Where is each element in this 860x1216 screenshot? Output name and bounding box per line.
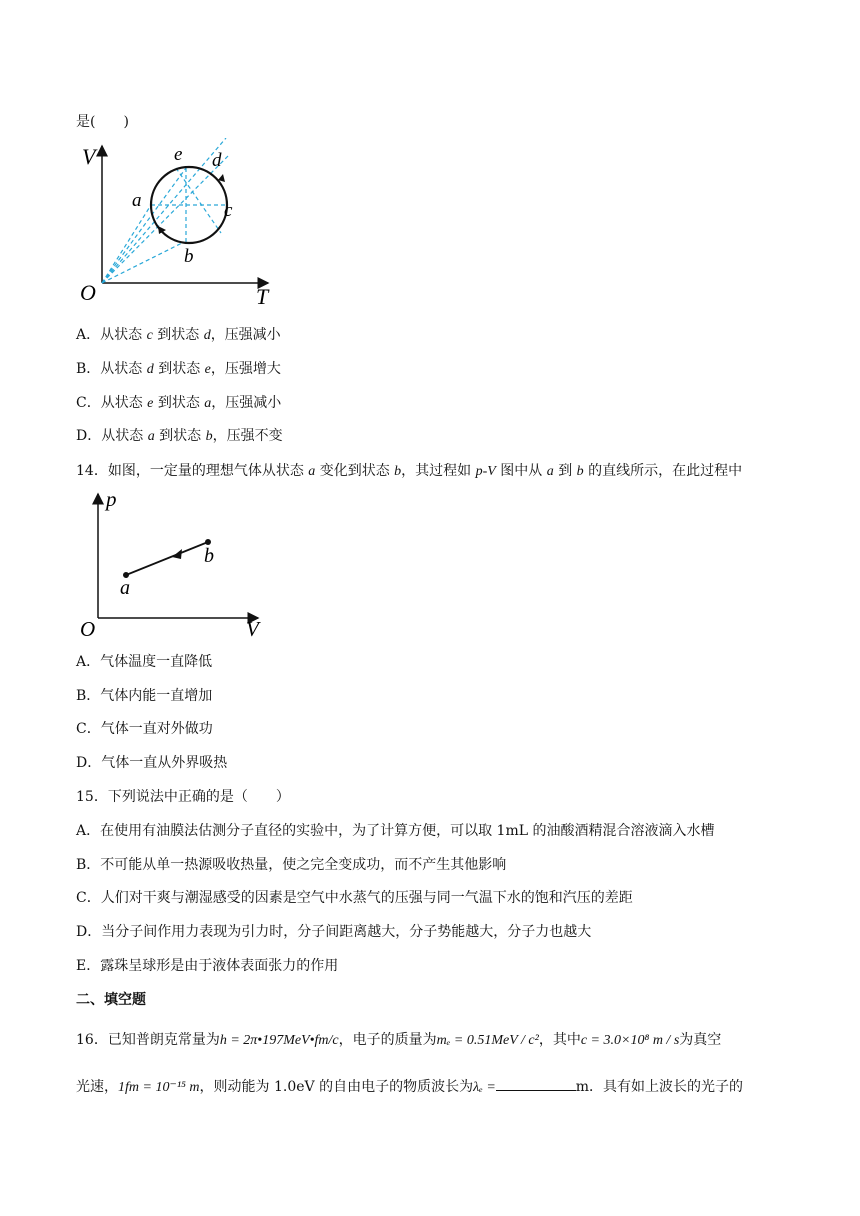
label-V: V [246,617,259,641]
process-line [126,542,208,575]
label-p: p [106,487,117,511]
answer-blank[interactable] [496,1076,576,1091]
label-O: O [80,280,96,305]
q15-option-b: B．不可能从单一热源吸收热量，使之完全变成功，而不产生其他影响 [76,857,507,873]
label-d: d [212,150,222,171]
q14-pv-figure [76,486,276,646]
q15-option-e: E．露珠呈球形是由于液体表面张力的作用 [76,958,339,974]
section-heading: 二、填空题 [76,992,146,1008]
label-a: a [120,577,130,599]
q14-option-a: A．气体温度一直降低 [76,654,213,670]
q15-option-c: C．人们对干爽与潮湿感受的因素是空气中水蒸气的压强与同一气温下水的饱和汽压的差距 [76,890,633,906]
q15-option-a: A．在使用有油膜法估测分子直径的实验中，为了计算方便，可以取 1mL 的油酸酒精混合溶液滴入水槽 [76,823,715,839]
q14-option-d: D．气体一直从外界吸热 [76,755,228,771]
label-e: e [174,144,183,165]
planck-formula: h = 2π•197MeV•fm/c [219,1033,339,1048]
label-b: b [204,545,214,567]
q13-tail: 是( ) [76,114,129,130]
q16-line-2: 光速，1fm = 10⁻¹⁵ m，则动能为 1.0eV 的自由电子的物质波长为λₑ = m．具有如上波长的光子的 [76,1076,743,1098]
label-b: b [184,246,194,267]
q13-vt-figure [76,138,286,308]
electron-mass-formula: mₑ = 0.51MeV / c² [436,1033,539,1048]
q13-option-d: D．从状态 a 到状态 b，压强不变 [76,428,283,444]
q13-option-a: A．从状态 c 到状态 d，压强减小 [76,327,281,343]
q15-stem: 15．下列说法中正确的是（ ） [76,789,290,805]
q14-stem: 14．如图，一定量的理想气体从状态 a 变化到状态 b，其过程如 p-V 图中从 a 到 b 的直线所示，在此过程中 [76,463,743,479]
q14-option-b: B．气体内能一直增加 [76,688,213,704]
light-speed-formula: c = 3.0×10⁸ m / s [580,1033,680,1048]
label-T: T [256,284,269,308]
q14-option-c: C．气体一直对外做功 [76,721,213,737]
q15-option-d: D．当分子间作用力表现为引力时，分子间距离越大，分子势能越大，分子力也越大 [76,924,592,940]
q16-line-1: 16．已知普朗克常量为h = 2π•197MeV•fm/c，电子的质量为mₑ = 0.51MeV / c²，其中c = 3.0×10⁸ m / s为真空 [76,1032,722,1048]
fm-formula: 1fm = 10⁻¹⁵ m [118,1080,200,1095]
label-O: O [80,617,96,641]
label-c: c [224,200,233,221]
label-V: V [82,144,96,169]
q13-option-c: C．从状态 e 到状态 a，压强减小 [76,395,282,411]
process-arrow [172,549,182,559]
lambda-symbol: λₑ = [473,1080,496,1095]
dashed-rays [102,138,228,283]
q13-option-b: B．从状态 d 到状态 e，压强增大 [76,361,281,377]
label-a: a [132,190,142,211]
